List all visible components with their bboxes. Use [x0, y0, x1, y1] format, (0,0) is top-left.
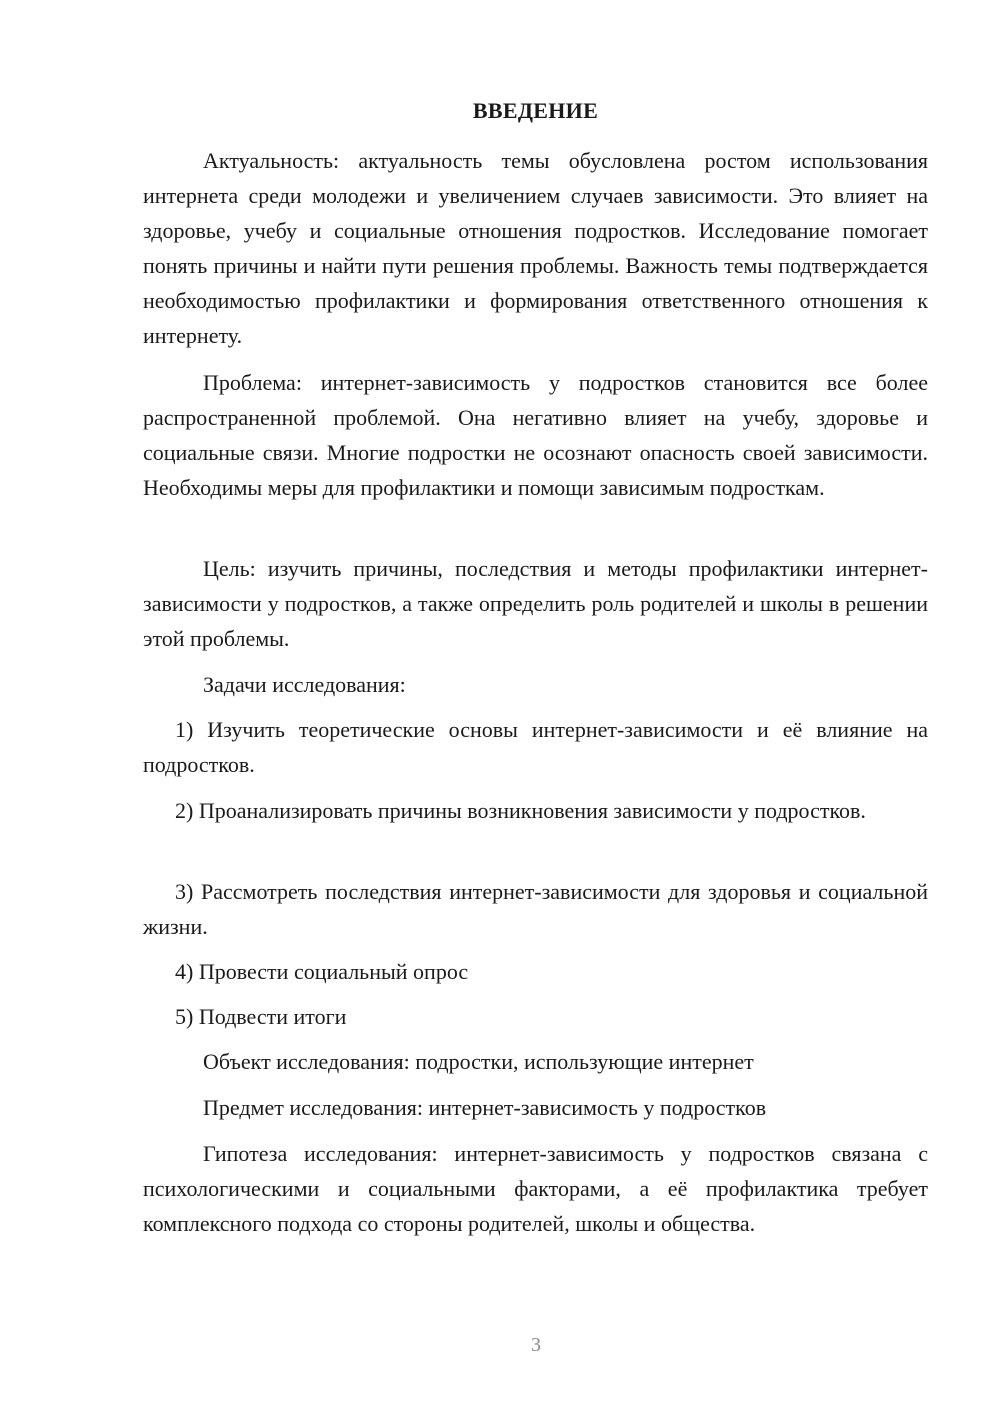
research-object: Объект исследования: подростки, использующие интернет [203, 1049, 754, 1074]
problem-paragraph: Проблема: интернет-зависимость у подростков становится все более распространенной проблемой. Она негативно влияет на учебу, здоровье и социальные связи. Многие подростки не осознают опасность своей зависимости. Необходимы меры для профилактики и помощи зависимым подросткам. [143, 370, 928, 500]
tasks-heading: Задачи исследования: [203, 672, 406, 697]
task-item-1: 1) Изучить теоретические основы интернет-зависимости и её влияние на подростков. [143, 717, 928, 777]
relevance-paragraph: Актуальность: актуальность темы обусловлена ростом использования интернета среди молодежи и увеличением случаев зависимости. Это влияет на здоровье, учебу и социальные отношения подростков. Исследование помогает понять причины и найти пути решения проблемы. Важность темы подтверждается необходимостью профилактики и формирования ответственного отношения к интернету. [143, 148, 928, 348]
goal-paragraph: Цель: изучить причины, последствия и методы профилактики интернет-зависимости у подростков, а также определить роль родителей и школы в решении этой проблемы. [143, 556, 928, 651]
research-subject: Предмет исследования: интернет-зависимость у подростков [203, 1095, 767, 1120]
task-item-4: 4) Провести социальный опрос [175, 959, 469, 984]
task-item-2: 2) Проанализировать причины возникновения зависимости у подростков. [175, 798, 866, 823]
page-title: ВВЕДЕНИЕ [472, 98, 599, 123]
task-item-5: 5) Подвести итоги [175, 1004, 347, 1029]
hypothesis-paragraph: Гипотеза исследования: интернет-зависимость у подростков связана с психологическими и социальными факторами, а её профилактика требует комплексного подхода со стороны родителей, школы и общества. [143, 1141, 928, 1236]
task-item-3: 3) Рассмотреть последствия интернет-зависимости для здоровья и социальной жизни. [143, 879, 928, 939]
page-number: 3 [531, 1334, 541, 1356]
